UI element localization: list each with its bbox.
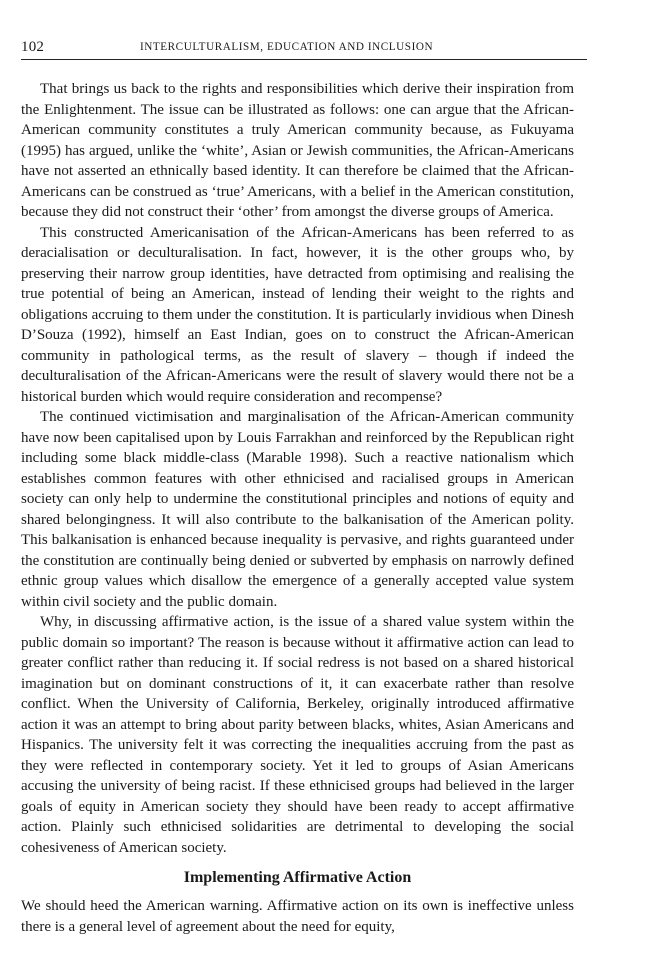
section-heading: Implementing Affirmative Action [183, 869, 412, 886]
paragraph: Why, in discussing affirmative action, is the issue of a shared value system within the public domain so important? The reason is because without it affirmative action can lead to greater conflict rather than reducing it. If social redress is not based on a shared historical imagination but on dominant constructions of it, it can exacerbate rather than resolve conflict. When the University of California, Berkeley, originally introduced affirmative action it was an attempt to bring about parity between blacks, whites, Asian Americans and Hispanics. The university felt it was correcting the inequalities accruing from the past as they were reflected in contemporary society. Yet it led to groups of Asian Americans accusing the university of being racist. If these ethnicised groups had believed in the larger goals of equity in American society they should have been ready to accept affirmative action. Plainly such ethnicised solidarities are detrimental to developing the social cohesiveness of American society. [21, 614, 574, 856]
body-text [21, 79, 574, 937]
running-header [21, 39, 587, 60]
paragraph: The continued victimisation and marginalisation of the African-American community have now been capitalised upon by Louis Farrakhan and reinforced by the Republican right including some black middle-class (Marable 1998). Such a reactive nationalism which establishes common features with other ethnicised and racialised groups in American society can only help to undermine the constitutional principles and notions of equity and shared belongingness. It will also contribute to the balkanisation of the American polity. This balkanisation is enhanced because inequality is pervasive, and rights guaranteed under the constitution are continually being denied or subverted by emphasis on narrowly defined ethnic group values which disallow the emergence of a generally accepted value system within civil society and the public domain. [21, 409, 574, 610]
paragraph: We should heed the American warning. Affirmative action on its own is ineffective unless there is a general level of agreement about the need for equity, [21, 898, 574, 935]
paragraph: That brings us back to the rights and responsibilities which derive their inspiration from the Enlightenment. The issue can be illustrated as follows: one can argue that the African-American community constitutes a truly American community because, as Fukuyama (1995) has argued, unlike the ‘white’, Asian or Jewish communities, the African-Americans have not asserted an ethnically based identity. It can therefore be claimed that the African-Americans can be construed as ‘true’ Americans, with a belief in the American constitution, because they did not construct their ‘other’ from amongst the diverse groups of America. [21, 81, 574, 220]
running-title: INTERCULTURALISM, EDUCATION AND INCLUSION [140, 41, 434, 53]
paragraph: This constructed Americanisation of the African-Americans has been referred to as deracialisation or deculturalisation. In fact, however, it is the other groups who, by preserving their narrow group identities, have detracted from optimising and realising the true potential of being an American, instead of lending their weight to the rights and obligations accruing to them under the constitution. It is particularly invidious when Dinesh D’Souza (1992), himself an East Indian, goes on to construct the African-American community in pathological terms, as the result of slavery – though if indeed the deculturalisation of the African-Americans were the result of slavery would there not be a historical burden which would require consideration and recompense? [21, 224, 574, 405]
page-number: 102 [21, 39, 45, 55]
